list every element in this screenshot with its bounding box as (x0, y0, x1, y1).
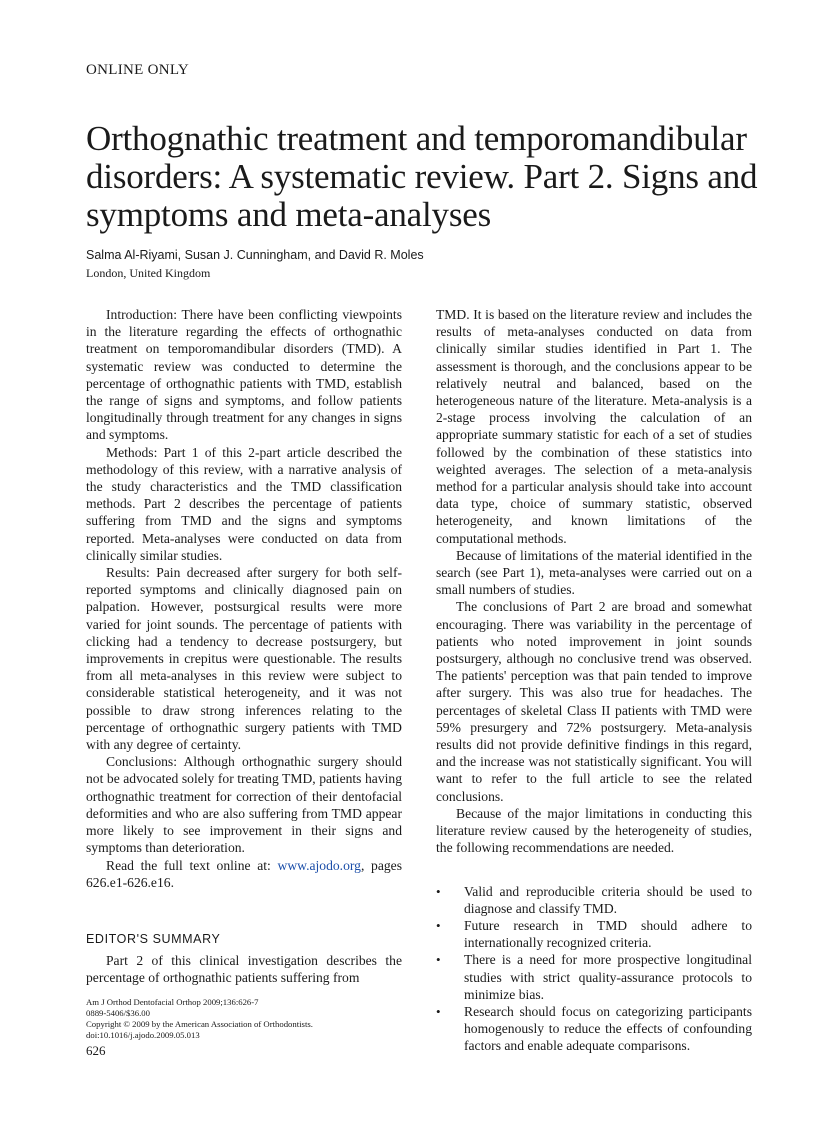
read-suffix: , pages 626.e1-626.e16. (86, 857, 402, 890)
journal-link[interactable]: www.ajodo.org (277, 857, 361, 873)
bullet-icon: • (436, 952, 441, 968)
recommendation-item: • Research should focus on categorizing participants homogenously to reduce the effects of confounding factors and enable adequate comparisons. (436, 1003, 752, 1054)
abstract-read-online (86, 857, 402, 891)
recommendation-item: • Future research in TMD should adhere to internationally recognized criteria. (436, 917, 752, 951)
abstract-results: Results: Pain decreased after surgery for both self-reported symptoms and clinically diagnosed pain on palpation. However, postsurgical results were more varied for joint sounds. The percentage of patients with clicking had a tendency to decrease postsurgery, but improvements in crepitus were questionable. The results from all meta-analyses in this review were subject to considerable statistical heterogeneity, and it was not possible to draw strong inferences relating to the percentage of orthognathic surgery patients with TMD with any degree of certainty. (86, 565, 402, 753)
footnote-citation: Am J Orthod Dentofacial Orthop 2009;136:626-7 (86, 996, 259, 1007)
footnote-issn: 0889-5406/$36.00 (86, 1007, 150, 1018)
editors-summary-para4: Because of the major limitations in conducting this literature review caused by the heterogeneity of studies, the following recommendations are needed. (436, 805, 752, 856)
abstract-introduction: Introduction: There have been conflicting viewpoints in the literature regarding the effects of orthognathic treatment on temporomandibular disorders (TMD). A systematic review was conducted to determine the percentage of orthognathic patients with TMD, establish the range of signs and symptoms, and follow patients longitudinally through treatment for any changes in signs and symptoms. (86, 307, 402, 443)
read-prefix: Read the full text online at: (106, 857, 278, 873)
editors-summary-para1-cont: TMD. It is based on the literature review and includes the results of meta-analyses conducted on data from clinically similar studies identified in Part 1. The assessment is thorough, and the conclusions appear to be relatively neutral and balanced, based on the heterogeneous nature of the literature. Meta-analysis is a 2-stage process involving the calculation of an appropriate summary statistic for each of a set of studies followed by the combination of these statistics into weighted averages. The selection of a meta-analysis method for a particular analysis should take into account data type, choice of summary statistic, observed heterogeneity, and known limitations of the computational methods. (436, 307, 752, 546)
section-tag: ONLINE ONLY (86, 62, 190, 78)
author-location: London, United Kingdom (86, 266, 211, 280)
left-column (86, 306, 402, 1041)
bullet-icon: • (436, 883, 441, 899)
right-column (436, 306, 752, 1055)
page-number: 626 (86, 1043, 106, 1058)
abstract-methods: Methods: Part 1 of this 2-part article described the methodology of this review, with a narrative analysis of the study characteristics and the TMD classification methods. Part 2 describes the percentage of patients suffering from TMD and the signs and symptoms reported. Meta-analyses were conducted on data from clinically similar studies. (86, 444, 402, 563)
editors-summary-para3: The conclusions of Part 2 are broad and somewhat encouraging. There was variability in the percentage of patients who noted improvement in joint sounds postsurgery, although no conclusive trend was observed. The patients' perception was that pain tended to improve after surgery. This was also true for headaches. The percentages of skeletal Class II patients with TMD were 59% presurgery and 72% postsurgery. Meta-analysis results did not provide definitive findings in this regard, and the increase was not statistically significant. You will want to refer to the full article to see the related conclusions. (436, 599, 752, 804)
bullet-icon: • (436, 917, 441, 933)
footnote-doi: doi:10.1016/j.ajodo.2009.05.013 (86, 1029, 200, 1040)
bullet-icon: • (436, 1003, 441, 1019)
editors-summary-para2: Because of limitations of the material identified in the search (see Part 1), meta-analyses were carried out on a small numbers of studies. (436, 547, 752, 598)
editors-summary-heading: EDITOR'S SUMMARY (86, 931, 221, 946)
article-title: Orthognathic treatment and temporomandibular disorders: A systematic review. Part 2. Signs and symptoms and meta-analyses (86, 119, 758, 234)
authors: Salma Al-Riyami, Susan J. Cunningham, and David R. Moles (86, 248, 424, 262)
editors-summary-para1-start: Part 2 of this clinical investigation describes the percentage of orthognathic patients suffering from (86, 953, 402, 986)
footnote-copyright: Copyright © 2009 by the American Association of Orthodontists. (86, 1018, 313, 1029)
footnote (86, 997, 402, 1041)
recommendations-list (436, 883, 752, 1055)
recommendation-item: • There is a need for more prospective longitudinal studies with strict quality-assurance protocols to minimize bias. (436, 952, 752, 1002)
abstract-conclusions: Conclusions: Although orthognathic surgery should not be advocated solely for treating TMD, patients having orthognathic treatment for correction of their dentofacial deformities and who are also suffering from TMD appear more likely to see improvement in their signs and symptoms than deterioration. (86, 754, 402, 856)
recommendation-item: • Valid and reproducible criteria should be used to diagnose and classify TMD. (436, 883, 752, 916)
